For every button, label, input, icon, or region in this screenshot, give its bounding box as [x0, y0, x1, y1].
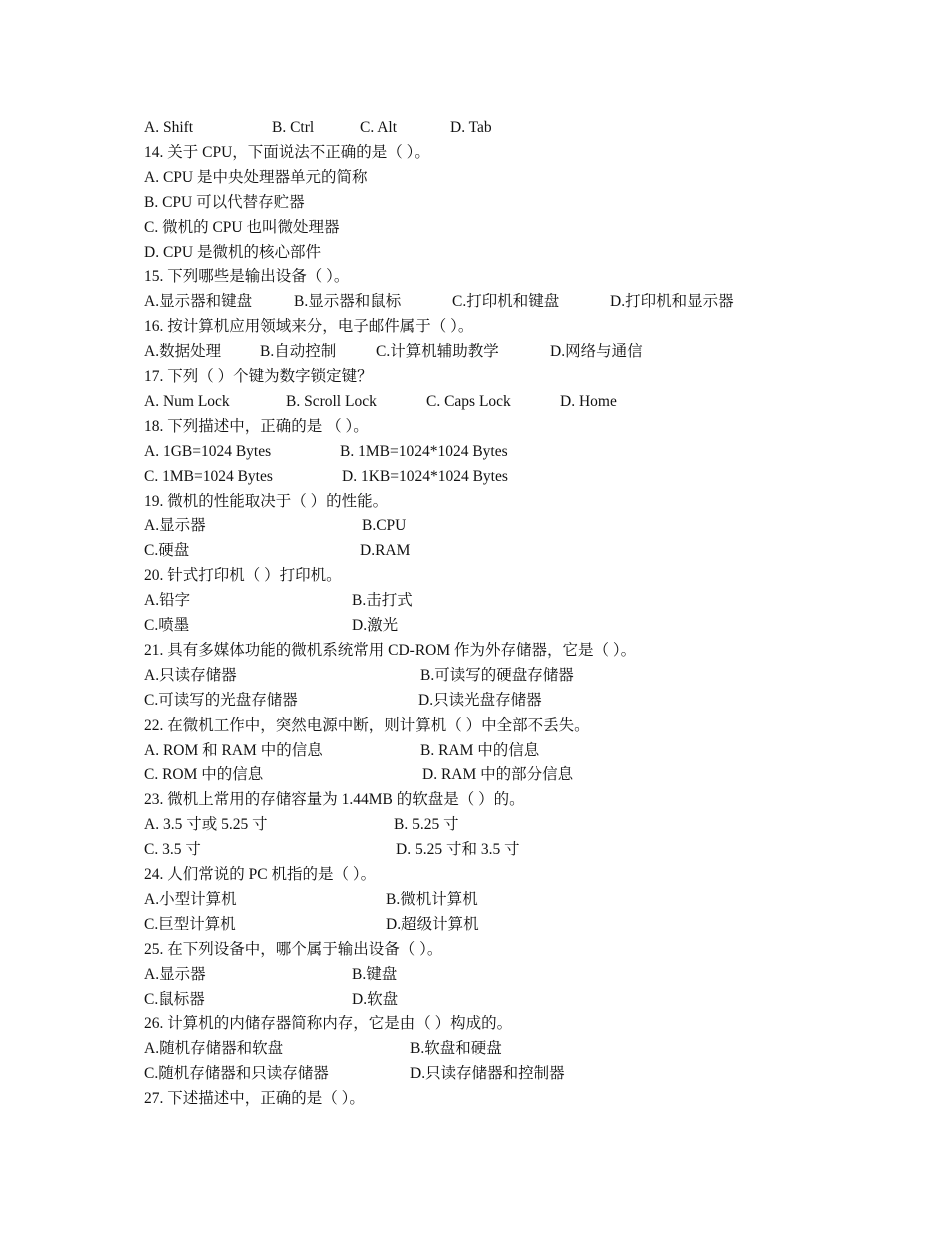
option-text: D. Tab [450, 119, 492, 136]
option-text: C.随机存储器和只读存储器 [144, 1065, 329, 1083]
question-text: 23. 微机上常用的存储容量为 1.44MB 的软盘是（ ）的。 [144, 791, 525, 809]
option-text: C. ROM 中的信息 [144, 766, 264, 784]
option-text: B. RAM 中的信息 [420, 741, 540, 759]
option-text: B. Ctrl [272, 119, 315, 136]
option-text: A.显示器 [144, 517, 206, 535]
option-text: C.计算机辅助教学 [376, 343, 499, 361]
option-text: D. 5.25 寸和 3.5 寸 [396, 841, 520, 859]
option-text: A.铅字 [144, 592, 191, 610]
option-text: C.喷墨 [144, 617, 190, 634]
question-text: 27. 下述描述中，正确的是（ ）。 [144, 1090, 365, 1108]
statement-text: A. CPU 是中央处理器单元的简称 [144, 168, 368, 186]
statement-text: B. CPU 可以代替存贮器 [144, 193, 305, 211]
statement-text: D. CPU 是微机的核心部件 [144, 243, 321, 261]
option-text: D.只读光盘存储器 [418, 691, 542, 709]
question-text: 25. 在下列设备中，哪个属于输出设备（ ）。 [144, 940, 443, 958]
option-text: A.只读存储器 [144, 666, 237, 684]
option-text: D.软盘 [352, 990, 399, 1008]
option-text: D.打印机和显示器 [610, 293, 734, 311]
question-text: 26. 计算机的内储存器简称内存，它是由（ ）构成的。 [144, 1015, 513, 1033]
option-text: B. 5.25 寸 [394, 816, 459, 834]
statement-text: C. 微机的 CPU 也叫微处理器 [144, 218, 340, 236]
question-text: 18. 下列描述中，正确的是 （ ）。 [144, 417, 369, 435]
option-text: C. Caps Lock [426, 392, 511, 410]
option-text: B.键盘 [352, 965, 398, 983]
option-text: C.可读写的光盘存储器 [144, 691, 298, 709]
question-text: 14. 关于 CPU，下面说法不正确的是（ ）。 [144, 143, 430, 161]
question-text: 19. 微机的性能取决于（ ）的性能。 [144, 492, 389, 510]
option-text: A.随机存储器和软盘 [144, 1040, 284, 1058]
option-text: A.小型计算机 [144, 890, 237, 908]
question-text: 16. 按计算机应用领域来分，电子邮件属于（ ）。 [144, 318, 474, 336]
option-text: B.显示器和鼠标 [294, 293, 402, 311]
question-text: 21. 具有多媒体功能的微机系统常用 CD-ROM 作为外存储器，它是（ ）。 [144, 641, 637, 659]
option-text: A. ROM 和 RAM 中的信息 [144, 741, 323, 759]
option-text: B. 1MB=1024*1024 Bytes [340, 442, 508, 460]
question-text: 22. 在微机工作中，突然电源中断，则计算机（ ）中全部不丢失。 [144, 716, 590, 734]
option-text: C.巨型计算机 [144, 915, 236, 933]
option-text: B. Scroll Lock [286, 392, 377, 410]
option-text: C.硬盘 [144, 542, 190, 560]
option-text: C. Alt [360, 119, 398, 136]
question-text: 15. 下列哪些是输出设备（ ）。 [144, 268, 350, 286]
option-text: D.激光 [352, 617, 399, 634]
option-text: B.击打式 [352, 592, 413, 610]
option-text: B.CPU [362, 517, 407, 535]
option-text: D. Home [560, 392, 617, 410]
option-text: A. Num Lock [144, 392, 230, 410]
option-text: C. 3.5 寸 [144, 841, 201, 859]
option-text: A. 3.5 寸或 5.25 寸 [144, 816, 268, 834]
option-text: C.鼠标器 [144, 990, 205, 1008]
option-text: A.显示器和键盘 [144, 293, 253, 311]
option-text: B.软盘和硬盘 [410, 1040, 502, 1058]
option-text: D.超级计算机 [386, 915, 479, 933]
option-text: D.只读存储器和控制器 [410, 1065, 565, 1083]
question-text: 17. 下列（ ）个键为数字锁定键？ [144, 368, 373, 385]
option-text: D. RAM 中的部分信息 [422, 766, 574, 784]
option-text: B.可读写的硬盘存储器 [420, 666, 574, 684]
option-text: D.RAM [360, 542, 411, 560]
question-text: 24. 人们常说的 PC 机指的是（ ）。 [144, 866, 377, 883]
option-text: B.自动控制 [260, 343, 337, 361]
option-text: A.显示器 [144, 965, 206, 983]
option-text: C.打印机和键盘 [452, 293, 560, 311]
option-text: D.网络与通信 [550, 343, 643, 361]
question-text: 20. 针式打印机（ ）打印机。 [144, 567, 342, 585]
option-text: A. Shift [144, 119, 194, 136]
option-text: D. 1KB=1024*1024 Bytes [342, 467, 508, 485]
option-text: C. 1MB=1024 Bytes [144, 467, 273, 485]
option-text: A. 1GB=1024 Bytes [144, 442, 272, 460]
option-text: B.微机计算机 [386, 890, 478, 908]
option-text: A.数据处理 [144, 343, 222, 361]
